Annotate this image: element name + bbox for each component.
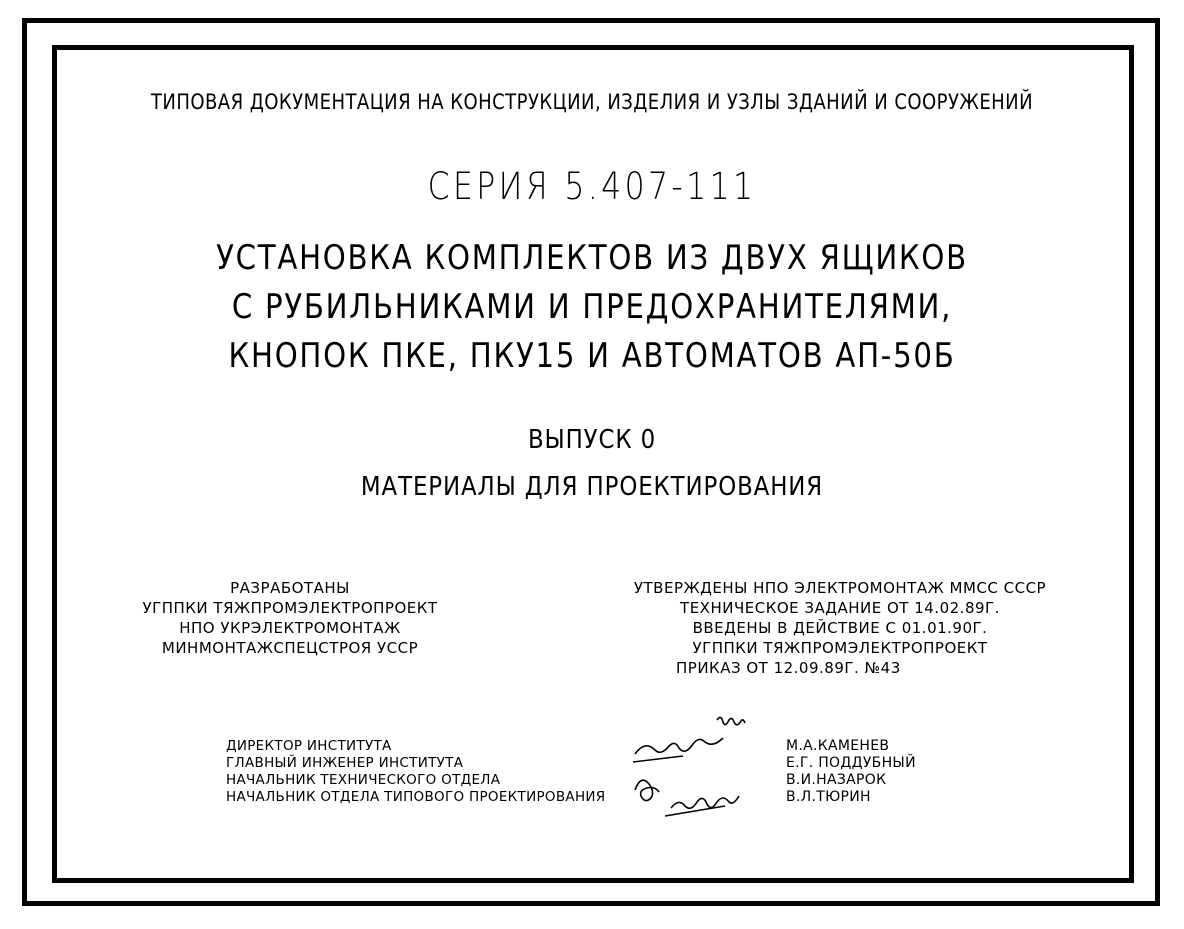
- signatory-name: В.И.НАЗАРОК: [786, 772, 887, 788]
- signatory-name: М.А.КАМЕНЕВ: [786, 738, 890, 754]
- signatory-name: Е.Г. ПОДДУБНЫЙ: [786, 755, 916, 771]
- approved-line-1: УТВЕРЖДЕНЫ НПО ЭЛЕКТРОМОНТАЖ ММСС СССР: [633, 579, 1047, 597]
- developer-org-3: МИНМОНТАЖСПЕЦСТРОЯ УССР: [161, 639, 419, 657]
- developed-by-block: [70, 578, 510, 658]
- signature-2: [635, 738, 723, 754]
- signatory-names: [786, 738, 916, 806]
- title-line-2: С РУБИЛЬНИКАМИ И ПРЕДОХРАНИТЕЛЯМИ,: [231, 287, 953, 327]
- series-number: СЕРИЯ 5.407-111: [427, 165, 757, 208]
- materials-subtitle: МАТЕРИАЛЫ ДЛЯ ПРОЕКТИРОВАНИЯ: [360, 472, 824, 502]
- approved-line-3: ВВЕДЕНЫ В ДЕЙСТВИЕ С 01.01.90Г.: [692, 619, 988, 637]
- signature-4: [671, 796, 739, 808]
- approved-line-5: ПРИКАЗ ОТ 12.09.89Г. №43: [676, 659, 901, 677]
- title-line-1: УСТАНОВКА КОМПЛЕКТОВ ИЗ ДВУХ ЯЩИКОВ: [216, 238, 968, 278]
- signatory-positions: [226, 738, 605, 806]
- signatory-position: НАЧАЛЬНИК ОТДЕЛА ТИПОВОГО ПРОЕКТИРОВАНИЯ: [226, 789, 606, 805]
- developer-org-2: НПО УКРЭЛЕКТРОМОНТАЖ: [179, 619, 401, 637]
- developed-label: РАЗРАБОТАНЫ: [230, 579, 350, 597]
- approved-line-2: ТЕХНИЧЕСКОЕ ЗАДАНИЕ ОТ 14.02.89Г.: [680, 599, 1000, 617]
- approved-line-4: УГППКИ ТЯЖПРОМЭЛЕКТРОПРОЕКТ: [692, 639, 988, 657]
- issue-number: ВЫПУСК 0: [527, 425, 657, 455]
- signature-1: [717, 717, 745, 724]
- signature-3: [635, 780, 659, 800]
- signatory-position: ДИРЕКТОР ИНСТИТУТА: [226, 738, 392, 754]
- developer-org-1: УГППКИ ТЯЖПРОМЭЛЕКТРОПРОЕКТ: [142, 599, 438, 617]
- handwritten-signatures: [615, 712, 775, 827]
- documentation-header: ТИПОВАЯ ДОКУМЕНТАЦИЯ НА КОНСТРУКЦИИ, ИЗДЕЛИЯ И УЗЛЫ ЗДАНИЙ И СООРУЖЕНИЙ: [150, 90, 1034, 114]
- signatory-position: НАЧАЛЬНИК ТЕХНИЧЕСКОГО ОТДЕЛА: [226, 772, 501, 788]
- approved-by-block: [560, 578, 1120, 678]
- signatory-name: В.Л.ТЮРИН: [786, 789, 871, 805]
- title-line-3: КНОПОК ПКЕ, ПКУ15 И АВТОМАТОВ АП-50Б: [228, 336, 956, 376]
- signatory-position: ГЛАВНЫЙ ИНЖЕНЕР ИНСТИТУТА: [226, 755, 464, 771]
